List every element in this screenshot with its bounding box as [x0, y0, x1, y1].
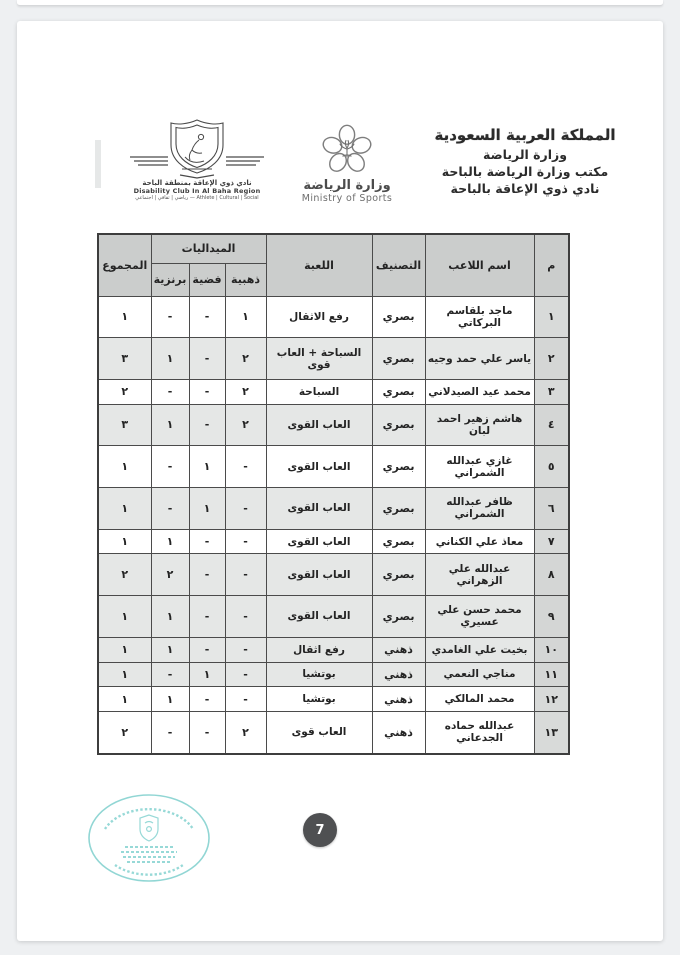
cell-silver: - — [189, 596, 225, 638]
cell-bronze: - — [151, 711, 189, 754]
cell-total: ١ — [98, 296, 151, 338]
cell-name: ظافر عبدالله الشمراني — [425, 488, 534, 530]
cell-name: هاشم زهير احمد لبان — [425, 404, 534, 446]
cell-name: محمد المالكي — [425, 687, 534, 712]
cell-silver: ١ — [189, 446, 225, 488]
office-title: مكتب وزارة الرياضة بالباحة — [441, 163, 609, 179]
cell-num: ١٠ — [534, 637, 569, 662]
cell-total: ١ — [98, 662, 151, 687]
cell-bronze: ٢ — [151, 554, 189, 596]
cell-gold: - — [225, 596, 266, 638]
table-row — [98, 596, 569, 638]
letterhead-text-block — [427, 126, 623, 198]
cell-classification: بصري — [372, 338, 425, 380]
club-logo-arabic: نادي ذوي الإعاقة بمنطقة الباحة — [142, 179, 252, 187]
cell-gold: ٢ — [225, 711, 266, 754]
cell-sport: العاب القوى — [266, 596, 372, 638]
cell-sport: العاب القوى — [266, 554, 372, 596]
header-silver: فضية — [189, 263, 225, 296]
table-row — [98, 687, 569, 712]
cell-name: معاذ علي الكناني — [425, 529, 534, 554]
cell-gold: ٢ — [225, 338, 266, 380]
cell-gold: - — [225, 446, 266, 488]
header-gold: ذهبية — [225, 263, 266, 296]
cell-gold: - — [225, 687, 266, 712]
header-sport: اللعبة — [266, 234, 372, 296]
cell-classification: بصري — [372, 488, 425, 530]
ministry-logo — [282, 124, 412, 204]
cell-sport: العاب القوى — [266, 446, 372, 488]
header-medals-group: الميداليات — [151, 234, 266, 263]
cell-classification: بصري — [372, 596, 425, 638]
club-logo — [117, 117, 277, 201]
cell-gold: - — [225, 637, 266, 662]
cell-sport: العاب القوى — [266, 529, 372, 554]
cell-silver: - — [189, 338, 225, 380]
cell-num: ٥ — [534, 446, 569, 488]
cell-classification: بصري — [372, 554, 425, 596]
cell-sport: بوتشيا — [266, 662, 372, 687]
table-row — [98, 446, 569, 488]
kingdom-title: المملكة العربية السعودية — [434, 126, 616, 144]
cell-classification: ذهني — [372, 637, 425, 662]
cell-gold: ٢ — [225, 379, 266, 404]
cell-total: ٢ — [98, 711, 151, 754]
cell-sport: السباحة + العاب قوى — [266, 338, 372, 380]
table-row — [98, 637, 569, 662]
cell-total: ٢ — [98, 379, 151, 404]
cell-num: ٢ — [534, 338, 569, 380]
cell-bronze: - — [151, 296, 189, 338]
cell-sport: رفع اثقال — [266, 637, 372, 662]
header-total: المجموع — [98, 234, 151, 296]
club-logo-tagline: رياضي | ثقافي | اجتماعي — Athlete | Cultural | Social — [135, 195, 259, 201]
table-row — [98, 529, 569, 554]
table-row — [98, 296, 569, 338]
cell-silver: - — [189, 296, 225, 338]
header-player-name: اسم اللاعب — [425, 234, 534, 296]
page-number-badge: 7 — [303, 813, 337, 847]
cell-total: ١ — [98, 529, 151, 554]
table-row — [98, 488, 569, 530]
cell-sport: بوتشيا — [266, 687, 372, 712]
cell-bronze: - — [151, 379, 189, 404]
cell-silver: ١ — [189, 662, 225, 687]
cell-num: ٣ — [534, 379, 569, 404]
cell-gold: - — [225, 529, 266, 554]
cell-silver: - — [189, 554, 225, 596]
header-classification: التصنيف — [372, 234, 425, 296]
cell-gold: - — [225, 554, 266, 596]
cell-name: محمد عيد الصيدلاني — [425, 379, 534, 404]
cell-name: ماجد بلقاسم البركاتي — [425, 296, 534, 338]
table-row — [98, 554, 569, 596]
cell-classification: ذهني — [372, 662, 425, 687]
cell-num: ٨ — [534, 554, 569, 596]
cell-gold: ١ — [225, 296, 266, 338]
cell-bronze: ١ — [151, 529, 189, 554]
cell-num: ٤ — [534, 404, 569, 446]
cell-silver: - — [189, 529, 225, 554]
ministry-flower-icon — [282, 124, 412, 176]
cell-silver: - — [189, 687, 225, 712]
cell-classification: بصري — [372, 379, 425, 404]
cell-silver: - — [189, 379, 225, 404]
results-table-body — [98, 296, 569, 754]
cell-bronze: ١ — [151, 687, 189, 712]
club-shield-icon — [117, 117, 277, 179]
cell-bronze: ١ — [151, 404, 189, 446]
cell-bronze: ١ — [151, 338, 189, 380]
table-row — [98, 404, 569, 446]
cell-sport: العاب القوى — [266, 488, 372, 530]
cell-classification: بصري — [372, 296, 425, 338]
cell-num: ١ — [534, 296, 569, 338]
cell-classification: بصري — [372, 404, 425, 446]
cell-num: ٩ — [534, 596, 569, 638]
cell-name: بخيت علي الغامدي — [425, 637, 534, 662]
document-page — [17, 21, 663, 941]
cell-sport: العاب قوى — [266, 711, 372, 754]
cell-total: ٣ — [98, 338, 151, 380]
header-bronze: برنزية — [151, 263, 189, 296]
previous-page-edge — [17, 0, 663, 6]
ministry-logo-arabic: وزارة الرياضة — [303, 178, 391, 193]
ministry-title: وزارة الرياضة — [483, 147, 567, 162]
ministry-logo-english: Ministry of Sports — [301, 193, 393, 204]
cell-name: مناجي النعمي — [425, 662, 534, 687]
cell-num: ٦ — [534, 488, 569, 530]
cell-silver: - — [189, 404, 225, 446]
medals-results-table — [97, 233, 570, 755]
table-row — [98, 338, 569, 380]
cell-num: ١٢ — [534, 687, 569, 712]
cell-silver: - — [189, 637, 225, 662]
cell-total: ١ — [98, 596, 151, 638]
cell-gold: - — [225, 662, 266, 687]
cell-name: غازي عبدالله الشمراني — [425, 446, 534, 488]
cell-classification: ذهني — [372, 711, 425, 754]
cell-sport: رفع الاثقال — [266, 296, 372, 338]
table-row — [98, 662, 569, 687]
cell-name: عبدالله علي الزهراني — [425, 554, 534, 596]
cell-bronze: ١ — [151, 596, 189, 638]
cell-bronze: - — [151, 446, 189, 488]
club-title: نادي ذوي الإعاقة بالباحة — [450, 180, 600, 196]
cell-name: ياسر علي حمد وجيه — [425, 338, 534, 380]
cell-name: محمد حسن علي عسيري — [425, 596, 534, 638]
cell-total: ١ — [98, 446, 151, 488]
cell-sport: السباحة — [266, 379, 372, 404]
cell-total: ٢ — [98, 554, 151, 596]
club-logo-english: Disability Club In Al Baha Region — [133, 187, 261, 195]
cell-classification: بصري — [372, 446, 425, 488]
cell-num: ١٣ — [534, 711, 569, 754]
header-num: م — [534, 234, 569, 296]
cell-total: ١ — [98, 488, 151, 530]
cell-total: ١ — [98, 637, 151, 662]
table-row — [98, 379, 569, 404]
cell-sport: العاب القوى — [266, 404, 372, 446]
table-row — [98, 711, 569, 754]
club-stamp-icon — [85, 791, 213, 885]
cell-gold: - — [225, 488, 266, 530]
cell-bronze: ١ — [151, 637, 189, 662]
cell-num: ١١ — [534, 662, 569, 687]
cell-silver: ١ — [189, 488, 225, 530]
cell-bronze: - — [151, 488, 189, 530]
cell-total: ٣ — [98, 404, 151, 446]
cell-name: عبدالله حماده الجدعاني — [425, 711, 534, 754]
cell-bronze: - — [151, 662, 189, 687]
cell-total: ١ — [98, 687, 151, 712]
cell-classification: بصري — [372, 529, 425, 554]
scan-artifact — [95, 140, 101, 188]
cell-num: ٧ — [534, 529, 569, 554]
cell-classification: ذهني — [372, 687, 425, 712]
cell-silver: - — [189, 711, 225, 754]
cell-gold: ٢ — [225, 404, 266, 446]
